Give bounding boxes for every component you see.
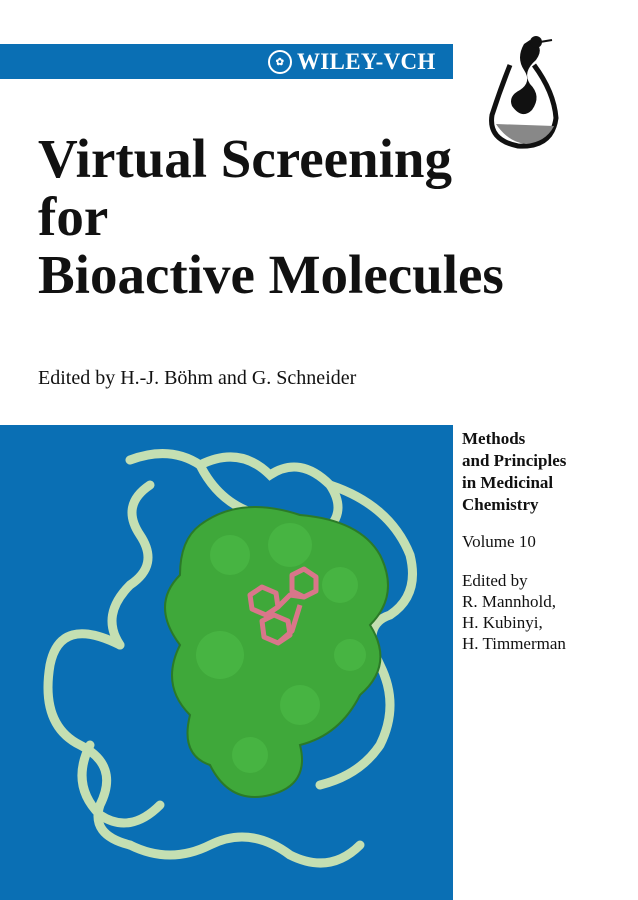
book-title: [38, 130, 504, 304]
cover-artwork: [0, 425, 453, 900]
volume-editors: Edited by H.-J. Böhm and G. Schneider: [38, 367, 357, 389]
binding-surface: [165, 507, 388, 797]
series-editor-3: H. Timmerman: [462, 634, 566, 653]
title-line-1: Virtual Screening: [38, 128, 453, 189]
series-edited-by: Edited by: [462, 571, 528, 590]
publisher-logo: [268, 48, 436, 76]
title-line-3: Bioactive Molecules: [38, 244, 504, 305]
protein-illustration: [0, 425, 453, 900]
series-title: [462, 428, 632, 516]
series-editor-1: R. Mannhold,: [462, 592, 556, 611]
series-info: [462, 428, 632, 654]
title-line-2: for: [38, 186, 109, 247]
series-editors: [462, 570, 632, 654]
wiley-seal-icon: ✿: [268, 50, 292, 74]
series-editor-2: H. Kubinyi,: [462, 613, 543, 632]
series-title-line-3: in Medicinal: [462, 473, 554, 492]
publisher-name: WILEY-VCH: [297, 49, 436, 74]
series-title-line-2: and Principles: [462, 451, 567, 470]
volume-number: Volume 10: [462, 532, 536, 551]
series-title-line-4: Chemistry: [462, 495, 539, 514]
series-title-line-1: Methods: [462, 429, 526, 448]
